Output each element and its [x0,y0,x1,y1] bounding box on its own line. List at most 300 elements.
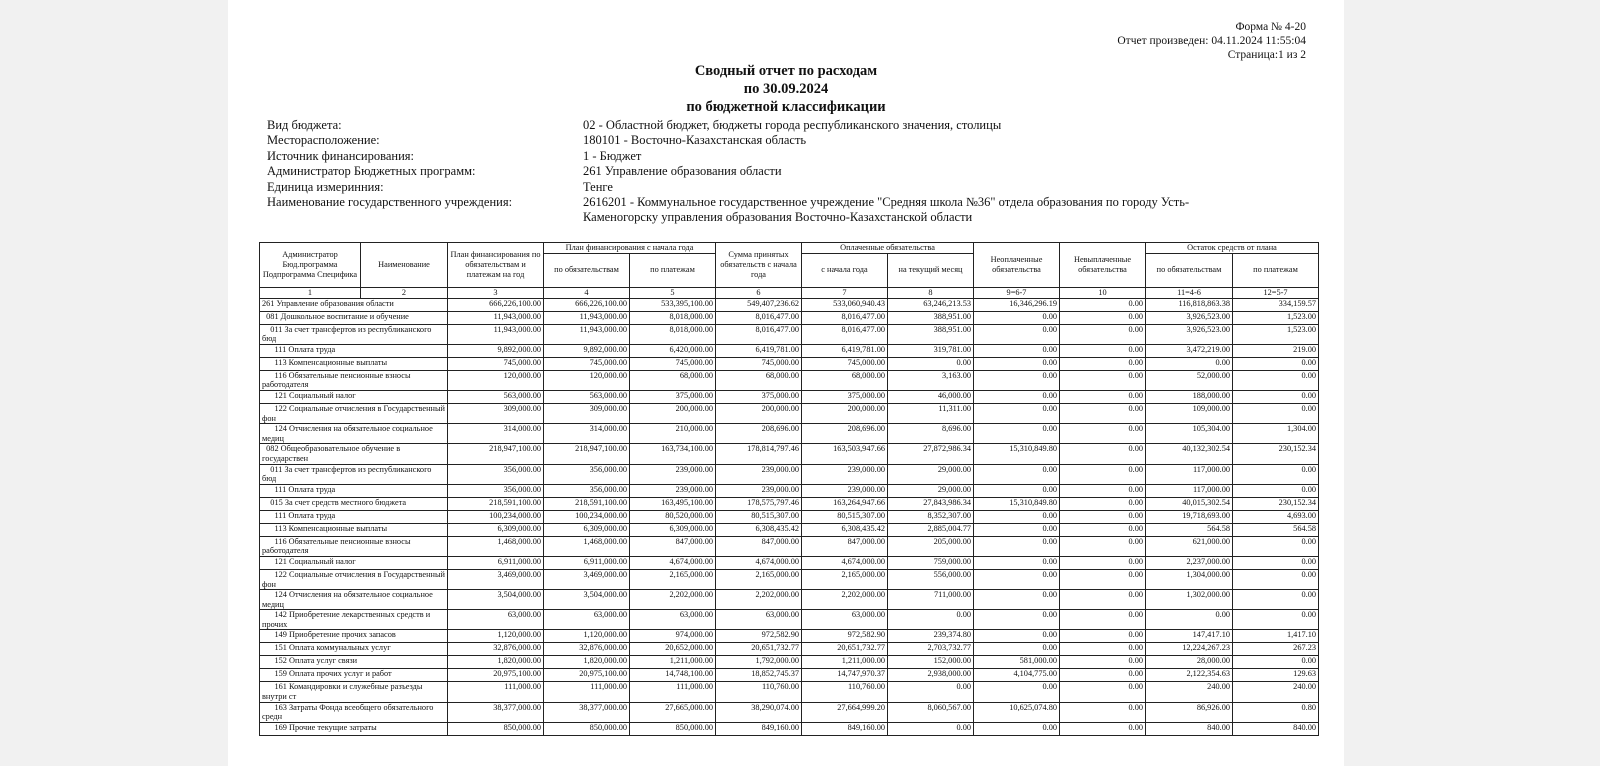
row-value: 0.00 [974,424,1060,444]
row-value: 2,122,354.63 [1146,669,1233,682]
header-paid-current-month: на текущий месяц [888,253,974,287]
column-number: 10 [1060,287,1146,298]
row-value: 2,885,004.77 [888,523,974,536]
row-value: 0.00 [1233,484,1319,497]
row-value: 3,469,000.00 [448,569,544,589]
row-value: 111,000.00 [448,682,544,702]
row-value: 46,000.00 [888,390,974,403]
row-value: 80,515,307.00 [802,510,888,523]
table-row [260,523,1319,536]
row-value: 11,943,000.00 [448,324,544,344]
row-name: 142 Приобретение лекарственных средств и прочих [260,610,448,630]
row-value: 117,000.00 [1146,464,1233,484]
row-value: 40,132,302.54 [1146,444,1233,464]
table-row [260,643,1319,656]
table-row [260,444,1319,464]
row-value: 239,374.80 [888,630,974,643]
row-value: 1,304,000.00 [1146,569,1233,589]
row-name: 011 За счет трансфертов из республиканского бюд [260,464,448,484]
row-name: 121 Социальный налог [260,556,448,569]
row-value: 14,747,970.37 [802,669,888,682]
title-line-1: Сводный отчет по расходам [694,63,878,79]
row-value: 163,495,100.00 [630,497,716,510]
row-value: 314,000.00 [544,424,630,444]
info-value: 1 - Бюджет [583,148,642,163]
column-number: 2 [361,287,448,298]
row-value: 6,419,781.00 [716,344,802,357]
row-value: 0.00 [1060,357,1146,370]
row-value: 0.00 [1060,669,1146,682]
row-value: 1,523.00 [1233,311,1319,324]
row-value: 309,000.00 [544,403,630,423]
row-value: 0.00 [974,610,1060,630]
row-value: 6,308,435.42 [716,523,802,536]
row-value: 621,000.00 [1146,536,1233,556]
row-value: 68,000.00 [802,370,888,390]
row-value: 356,000.00 [448,484,544,497]
row-value: 239,000.00 [802,484,888,497]
header-plan-payments: по платежам [630,253,716,287]
row-value: 847,000.00 [630,536,716,556]
row-value: 9,892,000.00 [448,344,544,357]
row-value: 4,104,775.00 [974,669,1060,682]
row-value: 334,159.57 [1233,298,1319,311]
row-name: 122 Социальные отчисления в Государственный фон [260,569,448,589]
row-name: 151 Оплата коммунальных услуг [260,643,448,656]
row-value: 0.00 [1060,722,1146,735]
row-value: 0.00 [1233,590,1319,610]
row-value: 239,000.00 [716,464,802,484]
info-value: 02 - Областной бюджет, бюджеты города республиканского значения, столицы [583,118,1002,132]
row-value: 549,407,236.62 [716,298,802,311]
row-value: 18,852,745.37 [716,669,802,682]
row-value: 0.00 [888,610,974,630]
row-name: 011 За счет трансфертов из республиканского бюд [260,324,448,344]
row-name: 163 Затраты Фонда всеобщего обязательного средн [260,702,448,722]
row-value: 8,016,477.00 [802,324,888,344]
row-value: 375,000.00 [630,390,716,403]
row-value: 15,310,849.80 [974,444,1060,464]
info-label: Наименование государственного учреждения: [267,195,513,210]
row-value: 0.00 [1233,403,1319,423]
row-value: 4,693.00 [1233,510,1319,523]
row-value: 1,523.00 [1233,324,1319,344]
header-paid: Оплаченные обязательства [802,243,974,254]
row-value: 745,000.00 [802,357,888,370]
row-value: 1,468,000.00 [448,536,544,556]
row-name: 113 Компенсационные выплаты [260,357,448,370]
row-value: 563,000.00 [544,390,630,403]
row-value: 0.00 [1060,464,1146,484]
info-label: Источник финансирования: [267,148,415,163]
column-number: 11=4-6 [1146,287,1233,298]
row-value: 20,651,732.77 [802,643,888,656]
table-row [260,370,1319,390]
table-row [260,722,1319,735]
table-row [260,311,1319,324]
row-value: 210,000.00 [630,424,716,444]
report-title [228,62,1344,116]
row-value: 309,000.00 [448,403,544,423]
row-value: 6,309,000.00 [448,523,544,536]
row-value: 80,520,000.00 [630,510,716,523]
row-value: 745,000.00 [544,357,630,370]
report-meta [1117,20,1306,62]
table-row [260,656,1319,669]
row-value: 178,575,797.46 [716,497,802,510]
row-value: 533,395,100.00 [630,298,716,311]
row-value: 11,311.00 [888,403,974,423]
row-value: 850,000.00 [448,722,544,735]
row-value: 1,211,000.00 [630,656,716,669]
row-value: 8,696.00 [888,424,974,444]
info-row [267,164,1263,179]
row-value: 0.00 [1060,390,1146,403]
info-label: Единица измеринния: [267,179,384,194]
row-value: 219.00 [1233,344,1319,357]
row-value: 0.00 [1233,556,1319,569]
row-value: 3,163.00 [888,370,974,390]
row-value: 1,211,000.00 [802,656,888,669]
table-row [260,702,1319,722]
row-value: 63,000.00 [716,610,802,630]
row-value: 80,515,307.00 [716,510,802,523]
row-value: 3,926,523.00 [1146,311,1233,324]
row-value: 32,876,000.00 [448,643,544,656]
row-value: 109,000.00 [1146,403,1233,423]
table-row [260,669,1319,682]
row-value: 20,652,000.00 [630,643,716,656]
report-info [267,118,1263,226]
row-value: 6,419,781.00 [802,344,888,357]
row-value: 267.23 [1233,643,1319,656]
row-value: 2,165,000.00 [716,569,802,589]
row-value: 745,000.00 [448,357,544,370]
row-value: 2,165,000.00 [630,569,716,589]
row-name: 159 Оплата прочих услуг и работ [260,669,448,682]
column-number: 5 [630,287,716,298]
row-value: 0.00 [1060,424,1146,444]
row-name: 111 Оплата труда [260,344,448,357]
row-value: 117,000.00 [1146,484,1233,497]
column-number: 1 [260,287,361,298]
row-value: 556,000.00 [888,569,974,589]
row-value: 230,152.34 [1233,497,1319,510]
row-value: 28,000.00 [1146,656,1233,669]
row-value: 0.00 [974,370,1060,390]
row-value: 8,060,567.00 [888,702,974,722]
table-row [260,510,1319,523]
row-value: 0.00 [974,556,1060,569]
row-value: 8,016,477.00 [716,311,802,324]
row-value: 16,346,296.19 [974,298,1060,311]
info-value: 261 Управление образования области [583,164,782,179]
row-value: 0.00 [1060,556,1146,569]
row-value: 11,943,000.00 [544,311,630,324]
row-value: 163,264,947.66 [802,497,888,510]
row-value: 0.00 [1060,643,1146,656]
row-value: 4,674,000.00 [716,556,802,569]
table-row [260,497,1319,510]
row-value: 29,000.00 [888,484,974,497]
row-value: 849,160.00 [802,722,888,735]
row-name: 261 Управление образования области [260,298,448,311]
row-value: 12,224,267.23 [1146,643,1233,656]
row-value: 105,304.00 [1146,424,1233,444]
row-value: 745,000.00 [716,357,802,370]
row-value: 0.00 [888,722,974,735]
row-value: 239,000.00 [630,484,716,497]
title-line-3: по бюджетной классификации [686,99,886,115]
row-value: 9,892,000.00 [544,344,630,357]
header-name: Наименование [361,243,448,288]
row-value: 1,417.10 [1233,630,1319,643]
row-value: 110,760.00 [716,682,802,702]
row-value: 1,820,000.00 [544,656,630,669]
expenses-table [259,242,1319,736]
row-value: 666,226,100.00 [544,298,630,311]
row-value: 14,748,100.00 [630,669,716,682]
row-value: 120,000.00 [544,370,630,390]
row-value: 111,000.00 [630,682,716,702]
row-value: 188,000.00 [1146,390,1233,403]
row-name: 111 Оплата труда [260,510,448,523]
row-value: 564.58 [1233,523,1319,536]
row-value: 27,664,999.20 [802,702,888,722]
row-value: 6,911,000.00 [448,556,544,569]
row-value: 205,000.00 [888,536,974,556]
header-plan-since-start: План финансирования с начала года [544,243,716,254]
form-number: Форма № 4-20 [1235,21,1306,33]
row-value: 3,472,219.00 [1146,344,1233,357]
row-value: 239,000.00 [716,484,802,497]
row-value: 0.00 [974,523,1060,536]
row-value: 0.00 [1233,610,1319,630]
row-value: 10,625,074.80 [974,702,1060,722]
header-admin: Администратор Бюд.программа Подпрограмма Специфика [260,243,361,288]
info-row [267,149,1263,164]
info-value: Тенге [583,179,613,194]
row-value: 0.00 [1233,370,1319,390]
row-value: 0.00 [1146,610,1233,630]
row-value: 0.00 [1060,403,1146,423]
row-value: 0.00 [974,464,1060,484]
row-value: 2,202,000.00 [716,590,802,610]
row-value: 0.00 [1060,630,1146,643]
row-value: 8,018,000.00 [630,311,716,324]
row-value: 38,290,074.00 [716,702,802,722]
info-value: 180101 - Восточно-Казахстанская область [583,133,807,148]
row-value: 2,237,000.00 [1146,556,1233,569]
table-body [260,298,1319,735]
row-value: 63,000.00 [448,610,544,630]
row-value: 8,018,000.00 [630,324,716,344]
column-number: 7 [802,287,888,298]
row-value: 218,947,100.00 [544,444,630,464]
row-value: 4,674,000.00 [630,556,716,569]
table-row [260,682,1319,702]
header-rem-payments: по платежам [1233,253,1319,287]
row-value: 6,308,435.42 [802,523,888,536]
row-value: 849,160.00 [716,722,802,735]
row-value: 564.58 [1146,523,1233,536]
row-value: 218,947,100.00 [448,444,544,464]
row-value: 375,000.00 [802,390,888,403]
table-row [260,464,1319,484]
row-value: 6,309,000.00 [544,523,630,536]
row-name: 149 Приобретение прочих запасов [260,630,448,643]
row-value: 974,000.00 [630,630,716,643]
row-value: 19,718,693.00 [1146,510,1233,523]
row-value: 15,310,849.80 [974,497,1060,510]
table-row [260,403,1319,423]
row-value: 27,665,000.00 [630,702,716,722]
table-row [260,390,1319,403]
row-value: 129.63 [1233,669,1319,682]
row-value: 0.00 [974,357,1060,370]
info-row [267,180,1263,195]
table-row [260,357,1319,370]
row-value: 581,000.00 [974,656,1060,669]
row-value: 0.00 [974,510,1060,523]
row-value: 147,417.10 [1146,630,1233,643]
row-value: 29,000.00 [888,464,974,484]
row-value: 0.00 [1060,590,1146,610]
row-value: 11,943,000.00 [448,311,544,324]
row-value: 0.00 [1060,656,1146,669]
info-label: Месторасположение: [267,133,380,148]
row-value: 666,226,100.00 [448,298,544,311]
row-value: 0.80 [1233,702,1319,722]
row-value: 1,820,000.00 [448,656,544,669]
row-value: 0.00 [1060,702,1146,722]
row-value: 0.00 [974,324,1060,344]
row-value: 1,120,000.00 [448,630,544,643]
row-value: 218,591,100.00 [448,497,544,510]
row-value: 86,926.00 [1146,702,1233,722]
row-value: 200,000.00 [802,403,888,423]
table-row [260,424,1319,444]
row-value: 6,420,000.00 [630,344,716,357]
row-value: 0.00 [974,722,1060,735]
row-value: 208,696.00 [716,424,802,444]
row-value: 63,000.00 [630,610,716,630]
table-row [260,484,1319,497]
column-number: 8 [888,287,974,298]
info-label: Вид бюджета: [267,118,342,132]
row-value: 0.00 [974,682,1060,702]
row-value: 200,000.00 [716,403,802,423]
row-value: 840.00 [1146,722,1233,735]
column-number: 6 [716,287,802,298]
row-value: 40,015,302.54 [1146,497,1233,510]
row-value: 0.00 [974,344,1060,357]
row-value: 711,000.00 [888,590,974,610]
row-value: 100,234,000.00 [544,510,630,523]
row-value: 6,911,000.00 [544,556,630,569]
row-value: 745,000.00 [630,357,716,370]
row-value: 0.00 [1233,390,1319,403]
row-value: 6,309,000.00 [630,523,716,536]
row-name: 116 Обязательные пенсионные взносы работодателя [260,370,448,390]
row-value: 0.00 [1060,610,1146,630]
row-value: 20,975,100.00 [544,669,630,682]
report-timestamp: Отчет произведен: 04.11.2024 11:55:04 [1117,35,1306,47]
row-name: 122 Социальные отчисления в Государственный фон [260,403,448,423]
row-value: 3,504,000.00 [544,590,630,610]
row-value: 972,582.90 [716,630,802,643]
table-row [260,344,1319,357]
row-value: 0.00 [1060,484,1146,497]
header-paid-since-start: с начала года [802,253,888,287]
row-value: 0.00 [1060,298,1146,311]
row-value: 116,818,863.38 [1146,298,1233,311]
row-value: 11,943,000.00 [544,324,630,344]
info-row [267,118,1263,133]
row-value: 0.00 [1233,656,1319,669]
row-value: 0.00 [1233,464,1319,484]
row-value: 0.00 [1060,344,1146,357]
row-value: 63,000.00 [544,610,630,630]
header-plan: План финансирования по обязательствам и платежам на год [448,243,544,288]
row-value: 0.00 [1233,569,1319,589]
row-value: 0.00 [888,357,974,370]
row-value: 20,975,100.00 [448,669,544,682]
row-value: 1,468,000.00 [544,536,630,556]
row-name: 081 Дошкольное воспитание и обучение [260,311,448,324]
row-name: 169 Прочие текущие затраты [260,722,448,735]
row-value: 0.00 [974,630,1060,643]
row-value: 239,000.00 [630,464,716,484]
row-value: 0.00 [1060,523,1146,536]
row-value: 840.00 [1233,722,1319,735]
row-value: 356,000.00 [544,464,630,484]
row-value: 0.00 [1060,444,1146,464]
row-value: 2,703,732.77 [888,643,974,656]
row-value: 563,000.00 [448,390,544,403]
row-value: 200,000.00 [630,403,716,423]
row-value: 0.00 [974,643,1060,656]
row-value: 1,792,000.00 [716,656,802,669]
row-value: 178,814,797.46 [716,444,802,464]
row-value: 208,696.00 [802,424,888,444]
row-value: 0.00 [974,403,1060,423]
info-row [267,133,1263,148]
row-name: 121 Социальный налог [260,390,448,403]
table-row [260,324,1319,344]
row-value: 0.00 [1146,357,1233,370]
row-value: 0.00 [974,311,1060,324]
row-value: 0.00 [1060,536,1146,556]
row-value: 239,000.00 [802,464,888,484]
row-value: 38,377,000.00 [448,702,544,722]
row-value: 0.00 [1233,357,1319,370]
row-name: 161 Командировки и служебные разъезды внутри ст [260,682,448,702]
header-accepted: Сумма принятых обязательств с начала года [716,243,802,288]
row-name: 113 Компенсационные выплаты [260,523,448,536]
row-value: 972,582.90 [802,630,888,643]
header-remaining: Остаток средств от плана [1146,243,1319,254]
row-value: 314,000.00 [448,424,544,444]
row-value: 356,000.00 [448,464,544,484]
row-value: 0.00 [974,536,1060,556]
column-number: 12=5-7 [1233,287,1319,298]
row-value: 110,760.00 [802,682,888,702]
row-value: 0.00 [974,484,1060,497]
column-number-row [260,287,1319,298]
row-name: 082 Общеобразовательное обучение в государствен [260,444,448,464]
row-name: 152 Оплата услуг связи [260,656,448,669]
